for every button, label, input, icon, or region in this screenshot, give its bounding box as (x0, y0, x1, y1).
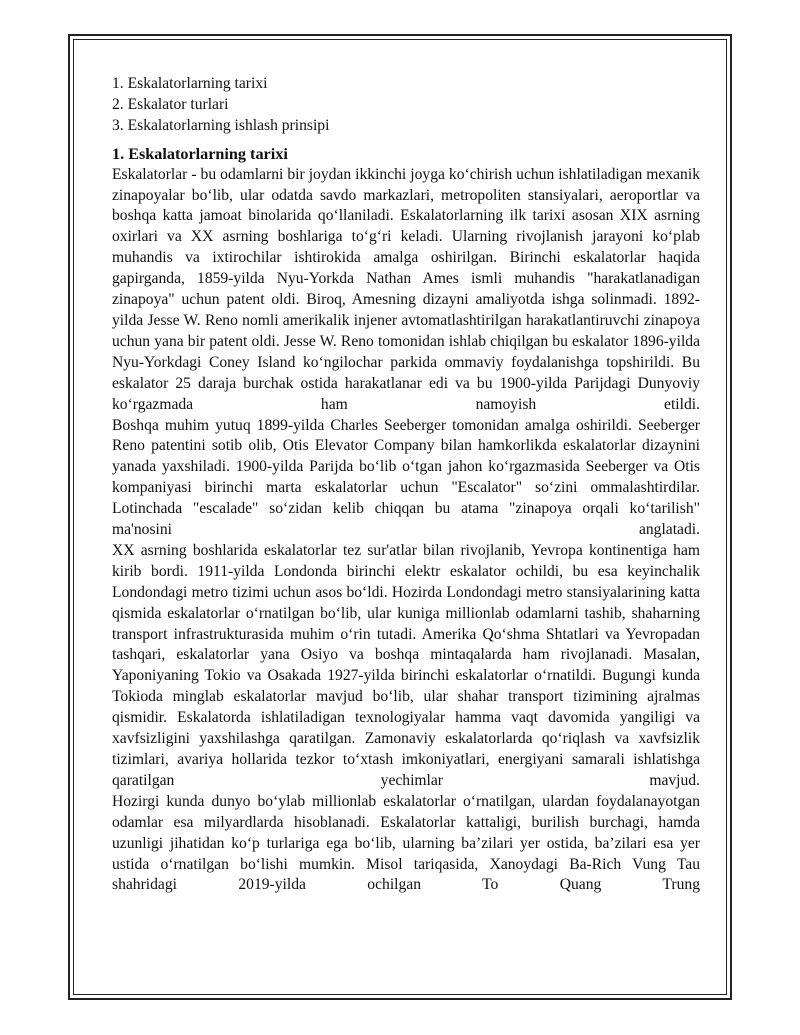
paragraph-3: XX asrning boshlarida eskalatorlar tez sur'atlar bilan rivojlanib, Yevropa kontinentiga ham kirib bordi. 1911-yilda Londonda birinchi elektr eskalator ochildi, bu esa keyinchalik Londondagi metro tizimi uchun asos bo‘ldi. Hozirda Londondagi metro stansiyalarining katta qismida eskalatorlar o‘rnatilgan bo‘lib, ular kuniga millionlab odamlarni tashib, shaharning transport infrastrukturasida muhim o‘rin tutadi. Amerika Qo‘shma Shtatlari va Yevropadan tashqari, eskalatorlar yana Osiyo va boshqa mintaqalarda ham rivojlanadi. Masalan, Yaponiyaning Tokio va Osakada 1927-yilda birinchi eskalatorlar o‘rnatildi. Bugungi kunda Tokioda minglab eskalatorlar mavjud bo‘lib, ular shahar transport tizimining ajralmas qismidir. Eskalatorda ishlatiladigan texnologiyalar hamma vaqt davomida yangiligi va xavfsizligini yaxshilashga qaratilgan. Zamonaviy eskalatorlarda qo‘riqlash va xavfsizlik tizimlari, avariya hollarida tezkor to‘xtash imkoniyatlari, energiyani samarali ishlatishga qaratilgan yechimlar mavjud. (112, 541, 700, 789)
section-heading: 1. Eskalatorlarning tarixi (112, 144, 288, 163)
toc-item-1: 1. Eskalatorlarning tarixi (112, 75, 268, 92)
table-of-contents (112, 74, 700, 137)
paragraph-1: Eskalatorlar - bu odamlarni bir joydan ikkinchi joyga ko‘chirish uchun ishlatiladigan mexanik zinapoyalar bo‘lib, ular odatda savdo markazlari, metropoliten stansiyalari, aeroportlar va boshqa katta jamoat binolarida qo‘llaniladi. Eskalatorlarning ilk tarixi asosan XIX asrning oxirlari va XX asrning boshlariga to‘g‘ri keladi. Ularning rivojlanish jarayoni ko‘plab muhandis va ixtirochilar ishtirokida amalga oshirilgan. Birinchi eskalatorlar haqida gapirganda, 1859-yilda Nyu-Yorkda Nathan Ames ismli muhandis "harakatlanadigan zinapoya" uchun patent oldi. Biroq, Amesning dizayni amaliyotda ishga solinmadi. 1892-yilda Jesse W. Reno nomli amerikalik injener avtomatlashtirilgan harakatlantiruvchi zinapoya uchun yana bir patent oldi. Jesse W. Reno tomonidan ishlab chiqilgan bu eskalator 1896-yilda Nyu-Yorkdagi Coney Island ko‘ngilochar parkida ommaviy foydalanishga topshirildi. Bu eskalator 25 daraja burchak ostida harakatlanar edi va bu 1900-yilda Parijdagi Dunyoviy ko‘rgazmada ham namoyish etildi. (112, 165, 700, 413)
toc-item-3: 3. Eskalatorlarning ishlash prinsipi (112, 116, 330, 134)
toc-item-2: 2. Eskalator turlari (112, 95, 229, 113)
document-body (112, 74, 700, 896)
paragraph-4: Hozirgi kunda dunyo bo‘ylab millionlab eskalatorlar o‘rnatilgan, ulardan foydalanayotgan odamlar esa milyardlarda hisoblanadi. Eskalatorlar kattaligi, burilish burchagi, hamda uzunligi jihatidan ko‘p turlariga ega bo‘lib, ularning ba’zilari yer ostida, ba’zilari esa yer ustida o‘rnatilgan bo‘lishi mumkin. Misol tariqasida, Xanoydagi Ba-Rich Vung Tau shahridagi 2019-yilda ochilgan To Quang Trung (112, 792, 700, 894)
paragraph-2: Boshqa muhim yutuq 1899-yilda Charles Seeberger tomonidan amalga oshirildi. Seeberger Reno patentini sotib olib, Otis Elevator Company bilan hamkorlikda eskalatorlar dizaynini yanada yaxshiladi. 1900-yilda Parijda bo‘lib o‘tgan jahon ko‘rgazmasida Seeberger va Otis kompaniyasi birinchi marta eskalatorlar uchun "Escalator" so‘zini ommalashtirdilar. Lotinchada "escalade" so‘zidan kelib chiqqan bu atama "zinapoya orqali ko‘tarilish" ma'nosini anglatadi. (112, 416, 700, 539)
